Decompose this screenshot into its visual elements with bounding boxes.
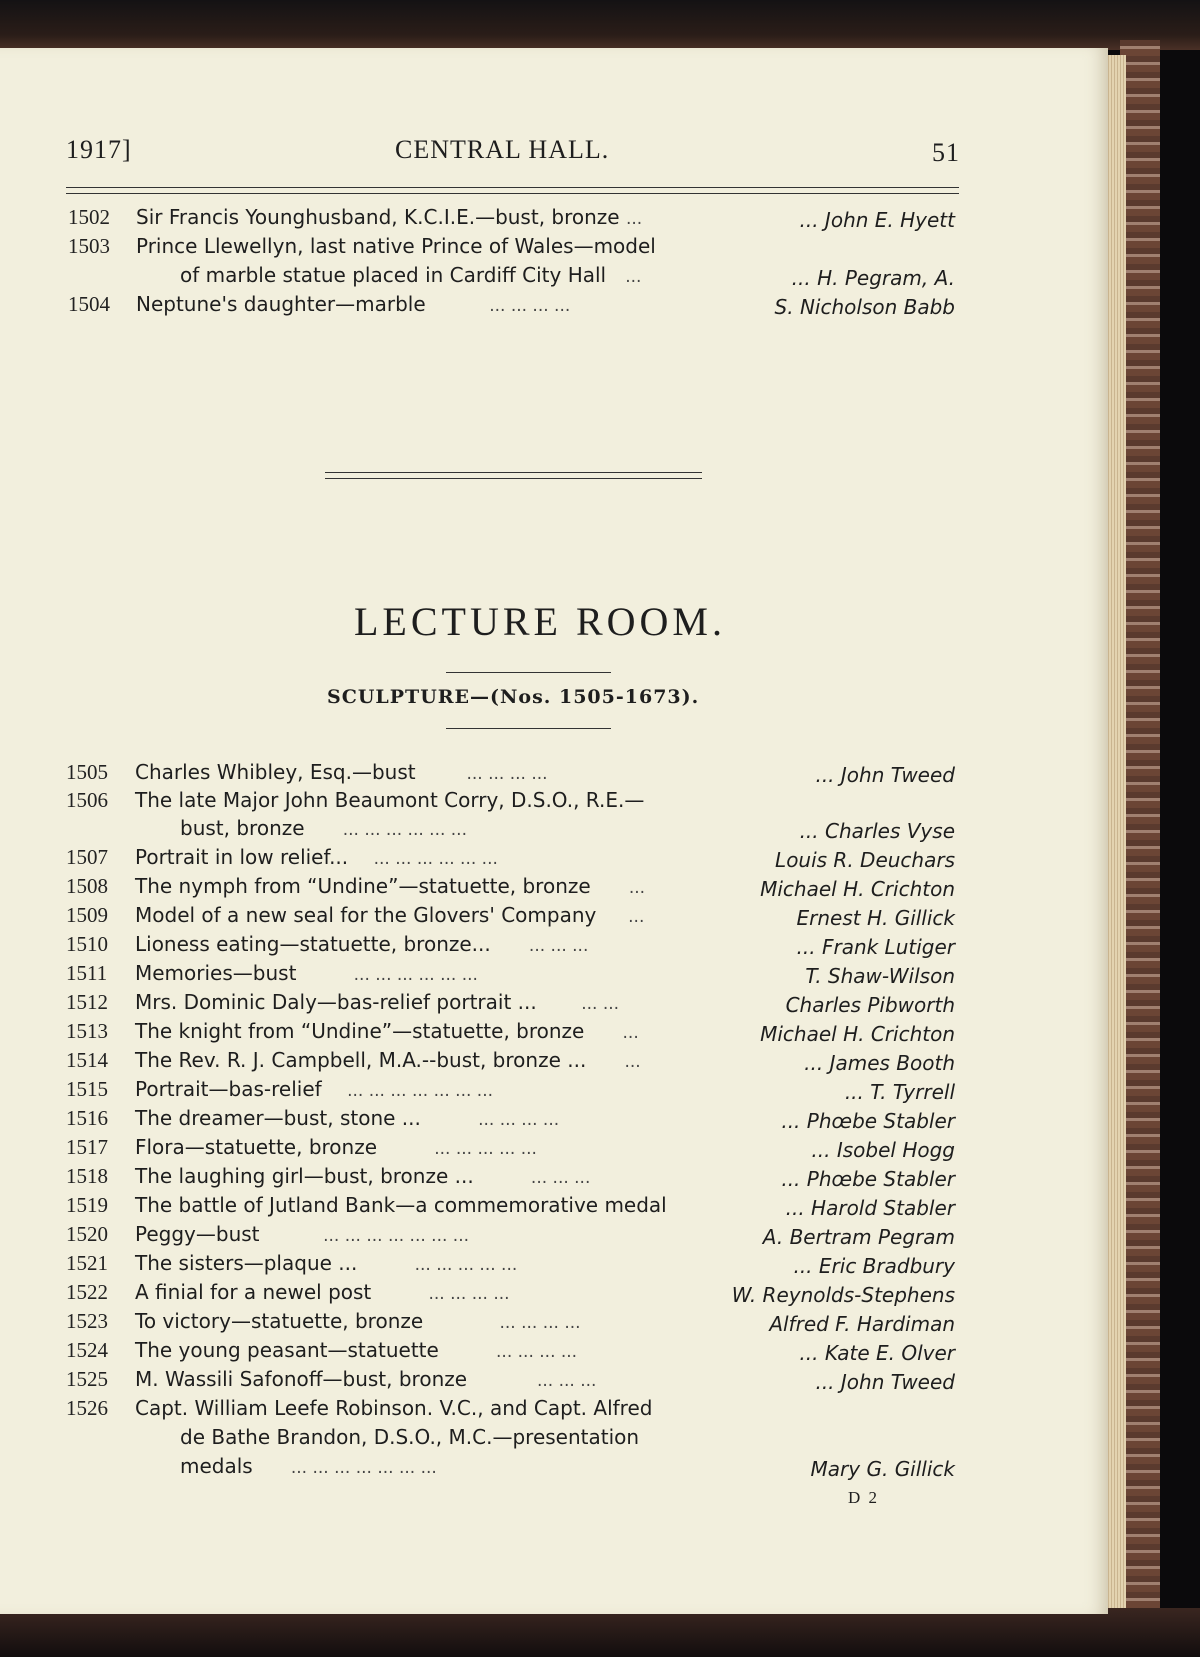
entry-desc-1518: The laughing girl—bust, bronze ... ... ... ... — [135, 1164, 591, 1188]
entry-number-1526: 1526 — [66, 1396, 108, 1420]
entry-number-1508: 1508 — [66, 874, 108, 898]
entry-artist-1510: ... Frank Lutiger — [796, 935, 955, 959]
entry-desc-1502: Sir Francis Younghusband, K.C.I.E.—bust, bronze ... — [136, 205, 643, 229]
entry-number-1516: 1516 — [66, 1106, 108, 1130]
book-bottom-edge — [0, 1608, 1200, 1657]
entry-desc-1504: Neptune's daughter—marble ... ... ... ... — [136, 292, 571, 316]
entry-desc-1516: The dreamer—bust, stone ... ... ... ... ... — [135, 1106, 560, 1130]
entry-desc-1520: Peggy—bust ... ... ... ... ... ... ... — [135, 1222, 469, 1246]
entry-number-1519: 1519 — [66, 1193, 108, 1217]
entry-artist-1518: ... Phœbe Stabler — [781, 1167, 955, 1191]
section-subtitle: SCULPTURE—(Nos. 1505-1673). — [327, 686, 700, 708]
entry-number-1507: 1507 — [66, 845, 108, 869]
catalogue-page — [0, 48, 1108, 1614]
entry-number-1505: 1505 — [66, 760, 108, 784]
entry-desc-1515: Portrait—bas-relief ... ... ... ... ... ... ... — [135, 1077, 494, 1101]
entry-number-1522: 1522 — [66, 1280, 108, 1304]
signature-mark: D 2 — [848, 1488, 880, 1507]
entry-number-1513: 1513 — [66, 1019, 108, 1043]
entry-number-1511: 1511 — [66, 961, 108, 985]
title-underline — [446, 672, 611, 673]
entry-desc-1524: The young peasant—statuette ... ... ... ... — [135, 1338, 578, 1362]
entry-artist-1524: ... Kate E. Olver — [799, 1341, 955, 1365]
entry-artist-1508: Michael H. Crichton — [760, 877, 955, 901]
entry-number-1512: 1512 — [66, 990, 108, 1014]
entry-desc-1509: Model of a new seal for the Glovers' Company ... — [135, 903, 645, 927]
entry-artist-1523: Alfred F. Hardiman — [769, 1312, 955, 1336]
section-divider — [325, 472, 702, 479]
entry-desc-1521: The sisters—plaque ... ... ... ... ... ... — [135, 1251, 518, 1275]
entry-number-1517: 1517 — [66, 1135, 108, 1159]
header-page-number: 51 — [932, 138, 960, 167]
entry-artist-1526: Mary G. Gillick — [810, 1457, 955, 1481]
entry-artist-1513: Michael H. Crichton — [760, 1022, 955, 1046]
entry-number-1510: 1510 — [66, 932, 108, 956]
entry-artist-1516: ... Phœbe Stabler — [781, 1109, 955, 1133]
entry-artist-1514: ... James Booth — [804, 1051, 955, 1075]
entry-artist-1505: ... John Tweed — [815, 763, 955, 787]
entry-desc-1514: The Rev. R. J. Campbell, M.A.--bust, bronze ... ... — [135, 1048, 641, 1072]
entry-artist-1512: Charles Pibworth — [785, 993, 955, 1017]
entry-artist-1503: ... H. Pegram, A. — [791, 266, 955, 290]
entry-artist-1519: ... Harold Stabler — [785, 1196, 955, 1220]
entry-number-1521: 1521 — [66, 1251, 108, 1275]
book-spine — [1120, 40, 1160, 1610]
entry-artist-1509: Ernest H. Gillick — [796, 906, 955, 930]
entry-desc-1510: Lioness eating—statuette, bronze... ... ... ... — [135, 932, 589, 956]
entry-number-1502: 1502 — [68, 205, 110, 229]
entry-desc-1526-cont2: medals ... ... ... ... ... ... ... — [180, 1454, 437, 1478]
entry-artist-1521: ... Eric Bradbury — [793, 1254, 955, 1278]
entry-number-1524: 1524 — [66, 1338, 108, 1362]
entry-desc-1508: The nymph from “Undine”—statuette, bronze ... — [135, 874, 646, 898]
entry-number-1523: 1523 — [66, 1309, 108, 1333]
entry-number-1503: 1503 — [68, 234, 110, 258]
entry-desc-1513: The knight from “Undine”—statuette, bronze ... — [135, 1019, 639, 1043]
entry-desc-1525: M. Wassili Safonoff—bust, bronze ... ... ... — [135, 1367, 597, 1391]
header-year: 1917] — [66, 135, 132, 164]
entry-artist-1511: T. Shaw-Wilson — [805, 964, 955, 988]
subtitle-underline — [446, 728, 611, 729]
entry-artist-1520: A. Bertram Pegram — [762, 1225, 955, 1249]
entry-desc-1512: Mrs. Dominic Daly—bas-relief portrait ... ... ... — [135, 990, 620, 1014]
entry-desc-1517: Flora—statuette, bronze ... ... ... ... ... — [135, 1135, 537, 1159]
section-title: LECTURE ROOM. — [354, 599, 726, 644]
entry-number-1504: 1504 — [68, 292, 110, 316]
entry-artist-1506: ... Charles Vyse — [799, 819, 955, 843]
entry-number-1520: 1520 — [66, 1222, 108, 1246]
entry-desc-1526: Capt. William Leefe Robinson. V.C., and Capt. Alfred — [135, 1396, 653, 1420]
entry-number-1509: 1509 — [66, 903, 108, 927]
entry-artist-1522: W. Reynolds-Stephens — [731, 1283, 955, 1307]
header-rule — [66, 187, 959, 194]
entry-artist-1507: Louis R. Deuchars — [775, 848, 955, 872]
entry-desc-1503-cont: of marble statue placed in Cardiff City Hall ... — [180, 263, 642, 287]
entry-artist-1515: ... T. Tyrrell — [844, 1080, 955, 1104]
entry-desc-1507: Portrait in low relief... ... ... ... ... ... ... — [135, 845, 498, 869]
entry-desc-1505: Charles Whibley, Esq.—bust ... ... ... ... — [135, 760, 548, 784]
entry-artist-1504: S. Nicholson Babb — [774, 295, 955, 319]
book-top-edge — [0, 0, 1200, 50]
entry-number-1506: 1506 — [66, 788, 108, 812]
entry-number-1515: 1515 — [66, 1077, 108, 1101]
entry-number-1514: 1514 — [66, 1048, 108, 1072]
entry-desc-1506: The late Major John Beaumont Corry, D.S.O., R.E.— — [135, 788, 645, 812]
entry-desc-1511: Memories—bust ... ... ... ... ... ... — [135, 961, 478, 985]
entry-desc-1503: Prince Llewellyn, last native Prince of Wales—model — [136, 234, 656, 258]
entry-number-1518: 1518 — [66, 1164, 108, 1188]
header-title: CENTRAL HALL. — [395, 135, 610, 164]
entry-number-1525: 1525 — [66, 1367, 108, 1391]
entry-desc-1506-cont: bust, bronze ... ... ... ... ... ... — [180, 816, 467, 840]
entry-desc-1522: A finial for a newel post ... ... ... ... — [135, 1280, 510, 1304]
entry-desc-1523: To victory—statuette, bronze ... ... ... ... — [135, 1309, 581, 1333]
entry-artist-1502: ... John E. Hyett — [799, 208, 955, 232]
entry-artist-1525: ... John Tweed — [815, 1370, 955, 1394]
entry-artist-1517: ... Isobel Hogg — [811, 1138, 955, 1162]
entry-desc-1519: The battle of Jutland Bank—a commemorative medal — [135, 1193, 667, 1217]
entry-desc-1526-cont: de Bathe Brandon, D.S.O., M.C.—presentation — [180, 1425, 640, 1449]
